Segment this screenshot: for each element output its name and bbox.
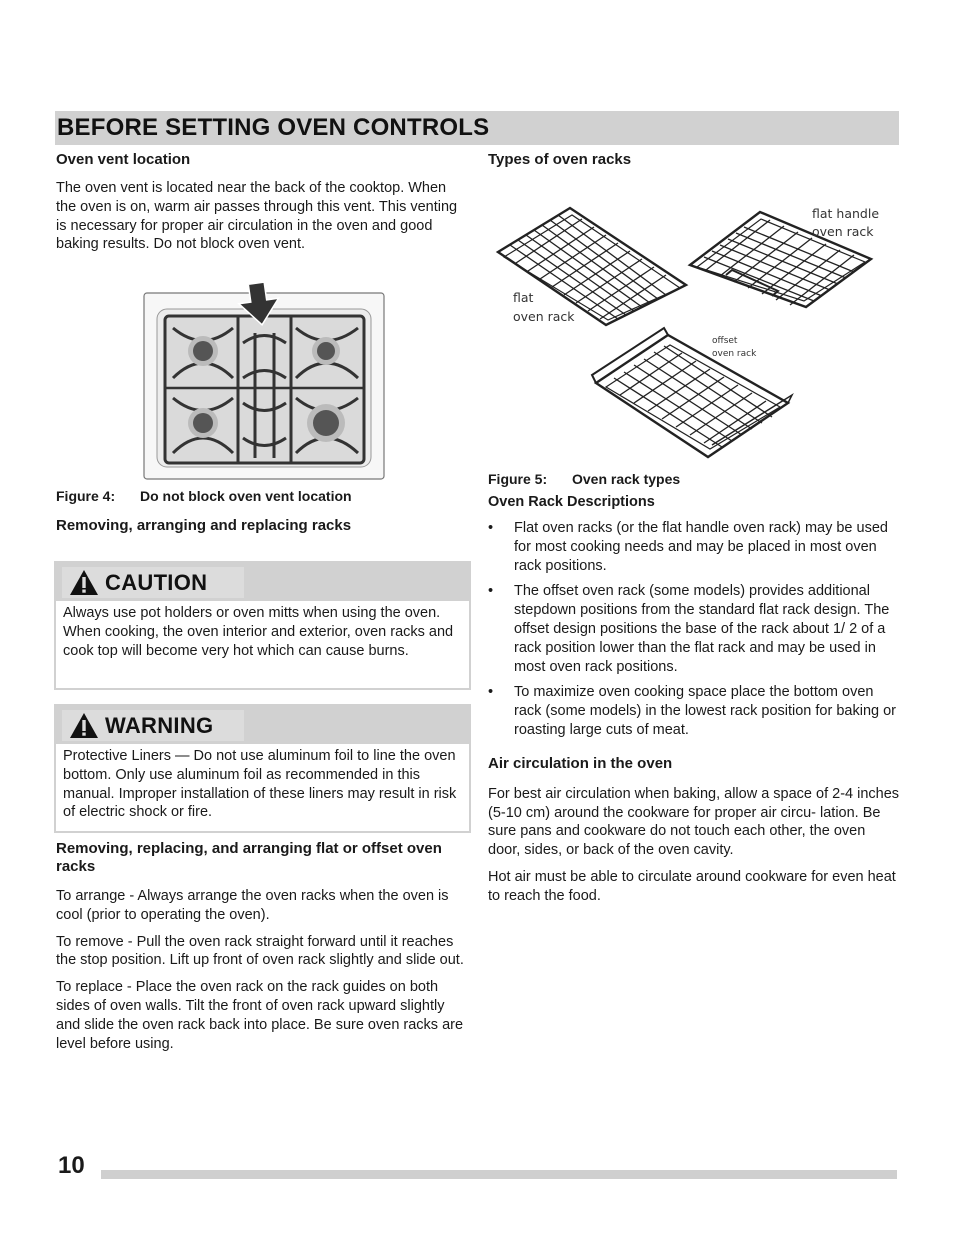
- page-title: BEFORE SETTING OVEN CONTROLS: [57, 114, 490, 141]
- offset-rack-drawing: [592, 328, 792, 457]
- footer-rule: [101, 1170, 897, 1179]
- figure-5-number: Figure 5:: [488, 471, 548, 487]
- page-number: 10: [58, 1152, 85, 1179]
- flat-rack-label-1: flat: [513, 290, 534, 305]
- cooktop-vent-illustration: [143, 283, 386, 481]
- caution-box: [54, 561, 471, 690]
- figure-5-caption: [488, 471, 900, 487]
- bullet-icon: •: [488, 520, 494, 536]
- arrange-text: To arrange - Always arrange the oven racks when the oven is cool (prior to operating the oven).: [56, 888, 449, 923]
- types-of-racks-heading: Types of oven racks: [488, 151, 632, 168]
- remove-text: To remove - Pull the oven rack straight forward until it reaches the stop position. Lift up front of oven rack slightly and slide out.: [56, 933, 464, 969]
- air-circulation-text-2: Hot air must be able to circulate around cookware for even heat to reach the food.: [488, 868, 896, 904]
- flat-handle-label-2: oven rack: [812, 224, 874, 239]
- caution-label: CAUTION: [105, 569, 208, 595]
- offset-rack-label-2: oven rack: [712, 349, 757, 359]
- replace-text: To replace - Place the oven rack on the rack guides on both sides of oven walls. Tilt the front of oven rack upward slightly and slide the oven rack back into place. Be sure oven racks are level before using.: [56, 979, 464, 1052]
- warning-triangle-icon: [69, 712, 99, 739]
- oven-racks-illustration: [488, 195, 898, 465]
- oven-vent-heading: Oven vent location: [56, 151, 191, 168]
- offset-rack-label-1: offset: [712, 336, 738, 346]
- left-column: [56, 150, 468, 254]
- figure-4-label: Do not block oven vent location: [140, 488, 352, 504]
- flat-rack-drawing: [498, 208, 686, 325]
- caution-text: Always use pot holders or oven mitts when using the oven. When cooking, the oven interior and exterior, oven racks and cook top will become very hot which can cause burns.: [63, 605, 454, 659]
- rack-descriptions-list: [488, 519, 900, 740]
- caution-header: [56, 563, 469, 601]
- list-item: • To maximize oven cooking space place the bottom oven rack (some models) in the lowest rack position for baking or roasting large cuts of meat.: [488, 684, 896, 738]
- bullet-icon: •: [488, 583, 494, 600]
- figure-4-number: Figure 4:: [56, 488, 116, 504]
- list-item: • Flat oven racks (or the flat handle oven rack) may be used for most cooking needs and may be placed in most oven rack positions.: [488, 520, 888, 574]
- warning-box: [54, 704, 471, 833]
- warning-header: [56, 706, 469, 744]
- right-text-column: [488, 471, 900, 906]
- figure-4-caption: [56, 488, 352, 504]
- flat-offset-heading: Removing, replacing, and arranging flat or offset oven racks: [56, 840, 442, 875]
- warning-triangle-icon: [69, 569, 99, 596]
- figure-5-label: Oven rack types: [572, 471, 681, 487]
- warning-label: WARNING: [105, 712, 214, 738]
- air-circulation-text-1: For best air circulation when baking, allow a space of 2-4 inches (5-10 cm) around the cookware for proper air circu- lation. Be sure pans and cookware do not touch each other, the oven door, sides, or back of the oven cavity.: [488, 785, 900, 859]
- flat-offset-section: [56, 840, 464, 1053]
- oven-vent-text: The oven vent is located near the back of the cooktop. When the oven is on, warm air passes through this vent. This venting is necessary for proper air circulation in the oven and good baking results. Do not block oven vent.: [56, 180, 458, 253]
- list-item: • The offset oven rack (some models) provides additional stepdown positions from the standard flat rack design. The offset design positions the base of the rack about 1/ 2 of a rack position lower than the flat rack and may be used in most oven rack positions.: [488, 583, 890, 675]
- flat-rack-label-2: oven rack: [513, 309, 575, 324]
- flat-handle-label-1: flat handle: [812, 206, 880, 221]
- bullet-icon: •: [488, 684, 494, 701]
- air-circulation-heading: Air circulation in the oven: [488, 754, 673, 772]
- section-title-bar: [55, 111, 899, 145]
- rack-descriptions-heading: Oven Rack Descriptions: [488, 494, 655, 510]
- removing-racks-heading: Removing, arranging and replacing racks: [56, 517, 352, 534]
- warning-text: Protective Liners — Do not use aluminum foil to line the oven bottom. Only use aluminum foil as recommended in this manual. Improper installation of these liners may result in risk of electric shock or fire.: [63, 748, 457, 821]
